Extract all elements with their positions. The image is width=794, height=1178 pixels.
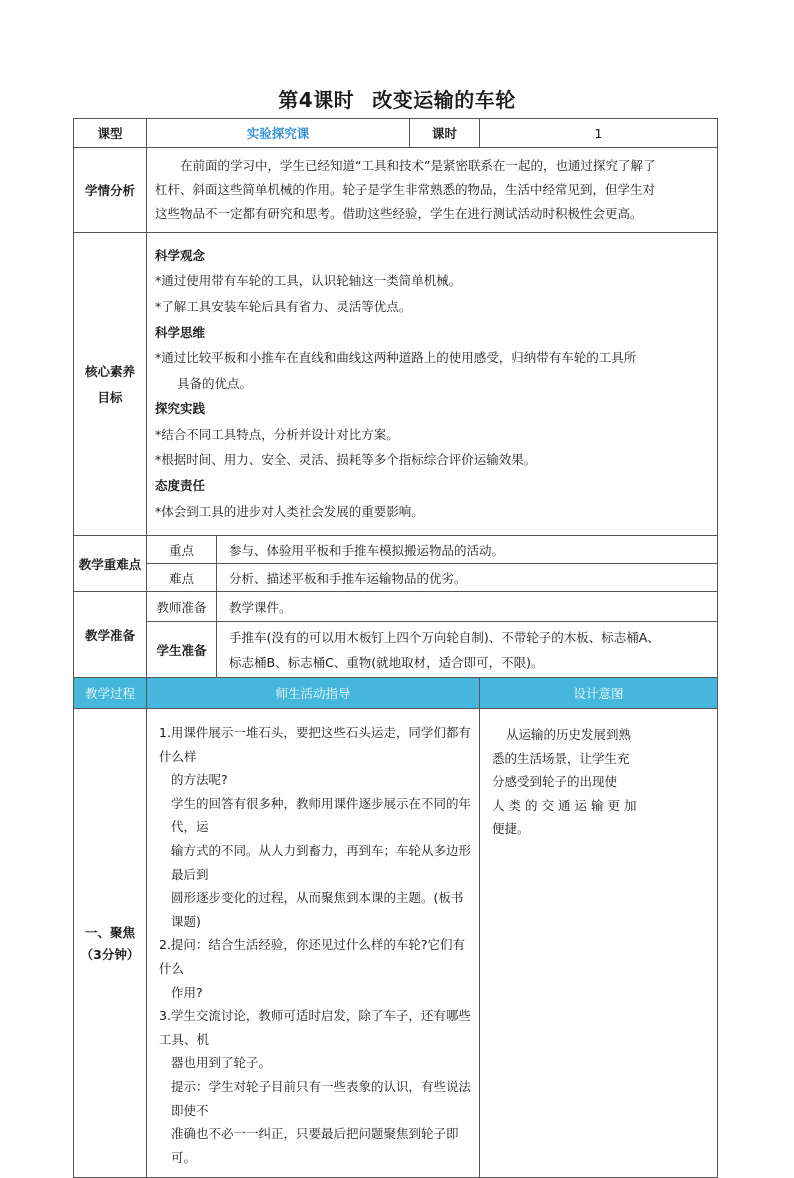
teacher-prep-row: [74, 592, 718, 622]
process-header-guidance: 师生活动指导: [147, 678, 480, 709]
goal-item: *根据时间、用力、安全、灵活、损耗等多个指标综合评价运输效果。: [155, 452, 537, 468]
heading-attitude: 态度责任: [155, 478, 206, 494]
core-literacy-label: [74, 233, 147, 536]
difficulty-label: 难点: [147, 564, 217, 592]
activity-line: 学生的回答有很多种，教师用课件逐步展示在不同的年代，运: [171, 795, 472, 835]
student-prep-line: 手推车(没有的可以用木板钉上四个万向轮自制)、不带轮子的木板、标志桶A、: [229, 629, 660, 645]
goal-item: *通过比较平板和小推车在直线和曲线这两种道路上的使用感受，归纳带有车轮的工具所: [155, 350, 637, 366]
course-type-row: [74, 119, 718, 148]
goal-item: *了解工具安装车轮后具有省力、灵活等优点。: [155, 298, 412, 314]
page-title: [0, 84, 794, 113]
student-prep-line: 标志桶B、标志桶C、重物(就地取材，适合即可，不限)。: [229, 654, 544, 670]
core-literacy-content: [147, 233, 718, 536]
class-hours-label: 课时: [410, 119, 480, 148]
lesson-plan-table: [73, 118, 718, 1178]
prep-label: 教学准备: [74, 592, 147, 678]
stage-name: 一、聚焦: [84, 925, 135, 941]
stage-focus-intent: [480, 709, 718, 1178]
activity-line: 器也用到了轮子。: [171, 1055, 272, 1071]
activity-line: 的方法呢?: [171, 772, 228, 788]
goal-item: *通过使用带有车轮的工具，认识轮轴这一类简单机械。: [155, 273, 462, 289]
teacher-prep-label: 教师准备: [147, 592, 217, 622]
activity-line: 作用?: [171, 984, 203, 1000]
student-prep-value: [217, 622, 718, 678]
analysis-label: 学情分析: [74, 148, 147, 233]
process-header-intent: 设计意图: [480, 678, 718, 709]
goal-item: *体会到工具的进步对人类社会发展的重要影响。: [155, 503, 424, 519]
activity-line: 圆形逐步变化的过程，从而聚焦到本课的主题。(板书课题): [171, 890, 464, 929]
class-hours-value: 1: [480, 119, 718, 148]
stage-focus-label: [74, 709, 147, 1178]
key-points-label: 教学重难点: [74, 536, 147, 592]
lesson-number: 第4课时: [278, 88, 355, 112]
core-literacy-row: [74, 233, 718, 536]
analysis-text: [147, 148, 718, 233]
activity-line: 1.用课件展示一堆石头，要把这些石头运走，同学们都有什么样: [159, 725, 471, 764]
intent-line: 悉的生活场景，让学生充: [492, 750, 630, 766]
key-label: 重点: [147, 536, 217, 564]
analysis-row: [74, 148, 718, 233]
difficulty-value: 分析、描述平板和手推车运输物品的优劣。: [217, 564, 718, 592]
activity-line: 准确也不必一一纠正，只要最后把问题聚焦到轮子即可。: [171, 1126, 459, 1165]
core-label-line1: 核心素养: [84, 364, 135, 379]
activity-line: 输方式的不同。从人力到畜力，再到车；车轮从多边形最后到: [171, 842, 472, 882]
analysis-line: 杠杆、斜面这些简单机械的作用。轮子是学生非常熟悉的物品，生活中经常见到，但学生对: [155, 182, 656, 197]
activity-line: 提示：学生对轮子目前只有一些表象的认识，有些说法即使不: [171, 1078, 472, 1118]
stage-focus-row: [74, 709, 718, 1178]
key-value: 参与、体验用平板和手推车模拟搬运物品的活动。: [217, 536, 718, 564]
stage-focus-activities: [147, 709, 480, 1178]
process-header-row: [74, 678, 718, 709]
heading-science-thinking: 科学思维: [155, 324, 206, 340]
activity-line: 3.学生交流讨论，教师可适时启发，除了车子，还有哪些工具、机: [159, 1008, 471, 1047]
intent-line: 人类的交通运输更加: [492, 797, 641, 813]
activity-line: 2.提问：结合生活经验，你还见过什么样的车轮?它们有什么: [159, 937, 466, 976]
teacher-prep-value: 教学课件。: [217, 592, 718, 622]
intent-line: 便捷。: [492, 821, 530, 837]
goal-item-continued: 具备的优点。: [177, 375, 253, 391]
intent-line: 从运输的历史发展到熟: [506, 727, 632, 742]
core-label-line2: 目标: [97, 390, 123, 405]
goal-item: *结合不同工具特点，分析并设计对比方案。: [155, 426, 399, 442]
course-type-label: 课型: [74, 119, 147, 148]
analysis-line: 这些物品不一定都有研究和思考。借助这些经验，学生在进行测试活动时积极性会更高。: [155, 206, 643, 221]
heading-inquiry-practice: 探究实践: [155, 401, 206, 417]
difficulty-row: [74, 564, 718, 592]
process-header-stage: 教学过程: [74, 678, 147, 709]
course-type-value: 实验探究课: [147, 119, 410, 148]
intent-line: 分感受到轮子的出现使: [492, 774, 618, 790]
analysis-line: 在前面的学习中，学生已经知道“工具和技术”是紧密联系在一起的，也通过探究了解了: [180, 158, 656, 173]
student-prep-label: 学生准备: [147, 622, 217, 678]
key-point-row: [74, 536, 718, 564]
stage-time: （3分钟）: [80, 947, 140, 963]
lesson-name: 改变运输的车轮: [372, 88, 516, 112]
heading-science-concept: 科学观念: [155, 247, 206, 263]
student-prep-row: [74, 622, 718, 678]
